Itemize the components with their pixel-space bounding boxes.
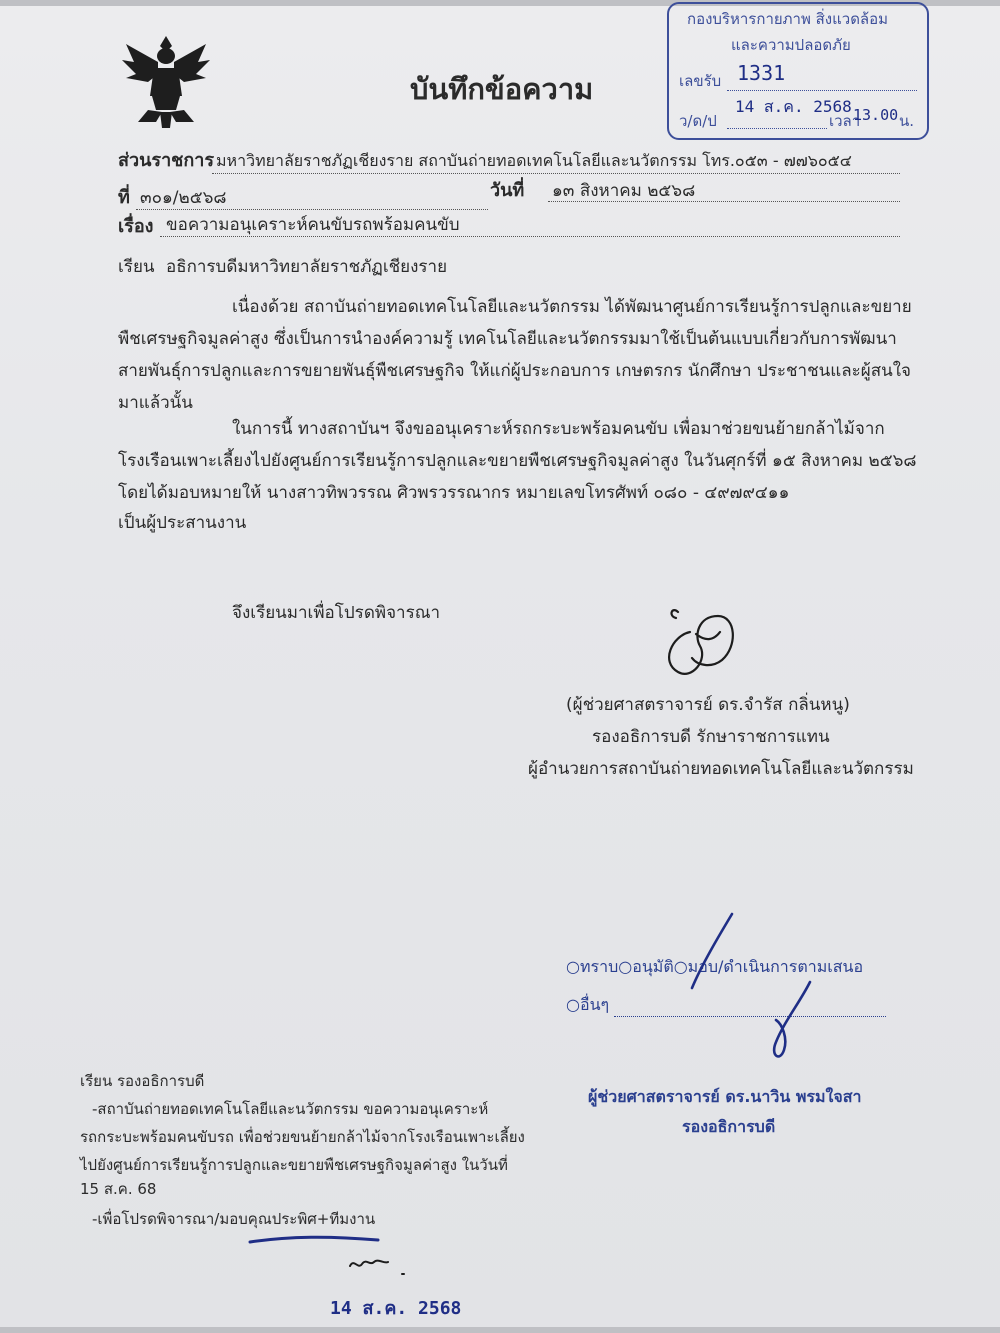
stamp-receive-no: 1331 xyxy=(737,61,786,85)
body-p1-line1: เนื่องด้วย สถาบันถ่ายทอดเทคโนโลยีและนวัตกรรม ได้พัฒนาศูนย์การเรียนรู้การปลูกและขยาย xyxy=(232,297,912,317)
stamp-line2: และความปลอดภัย xyxy=(731,36,851,54)
agency-value: มหาวิทยาลัยราชภัฏเชียงราย สถาบันถ่ายทอดเทคโนโลยีและนวัตกรรม โทร.๐๕๓ - ๗๗๖๐๕๔ xyxy=(216,151,852,170)
body-p2-line3: โดยได้มอบหมายให้ นางสาวทิพวรรณ ศิวพรวรรณากร หมายเลขโทรศัพท์ ๐๘๐ - ๔๙๗๙๔๑๑ xyxy=(118,483,790,503)
stamp-date-label: ว/ด/ป xyxy=(679,112,717,130)
subject-label: เรื่อง xyxy=(118,216,154,237)
note-line5: -เพื่อโปรดพิจารณา/มอบคุณประพิศ+ทีมงาน xyxy=(92,1210,376,1228)
subject-line xyxy=(160,236,900,237)
action-other xyxy=(566,994,609,1016)
signer-name: (ผู้ช่วยศาสตราจารย์ ดร.จำรัส กลิ่นหนู) xyxy=(566,695,850,715)
option-other-label: อื่นๆ xyxy=(579,995,610,1014)
signer-position2: ผู้อำนวยการสถาบันถ่ายทอดเทคโนโลยีและนวัตกรรม xyxy=(528,759,914,779)
option-assign-label: มอบ/ดำเนินการตามเสนอ xyxy=(687,957,864,976)
option-ack-label: ทราบ xyxy=(579,957,619,976)
body-p1-line4: มาแล้วนั้น xyxy=(118,393,193,413)
option-ack-radio: ○ xyxy=(566,957,580,976)
ref-line xyxy=(136,209,488,210)
signature-2 xyxy=(670,906,840,1066)
to-label: เรียน xyxy=(118,257,155,277)
body-p2-line4: เป็นผู้ประสานงาน xyxy=(118,513,247,533)
approver-position: รองอธิการบดี xyxy=(682,1117,776,1136)
ref-label: ที่ xyxy=(118,187,130,208)
signer-position1: รองอธิการบดี รักษาราชการแทน xyxy=(592,727,830,747)
date-line xyxy=(548,201,900,202)
stamp-receive-line xyxy=(727,90,917,91)
page-edge-bottom xyxy=(0,1327,1000,1333)
agency-label: ส่วนราชการ xyxy=(118,150,215,171)
body-p1-line2: พืชเศรษฐกิจมูลค่าสูง ซึ่งเป็นการนำองค์ความรู้ เทคโนโลยีและนวัตกรรมมาใช้เป็นต้นแบบเกี่ยวกับการพัฒนา xyxy=(118,329,897,349)
stamp-date-value: 14 ส.ค. 2568 xyxy=(735,97,852,116)
stamp-time-unit: น. xyxy=(899,112,915,130)
closing-text: จึงเรียนมาเพื่อโปรดพิจารณา xyxy=(232,603,441,623)
option-other-radio: ○ xyxy=(566,995,580,1014)
note-date: 14 ส.ค. 2568 xyxy=(330,1298,462,1319)
subject-value: ขอความอนุเคราะห์คนขับรถพร้อมคนขับ xyxy=(166,215,460,235)
note-to: เรียน รองอธิการบดี xyxy=(80,1072,205,1090)
note-line4: 15 ส.ค. 68 xyxy=(80,1180,157,1198)
body-p1-line3: สายพันธุ์การปลูกและการขยายพันธุ์พืชเศรษฐกิจ ให้แก่ผู้ประกอบการ เกษตรกร นักศึกษา ประชาชนและผู้สนใจ xyxy=(118,361,911,381)
document-title: บันทึกข้อความ xyxy=(410,72,594,106)
stamp-time-value: 13.00 xyxy=(853,106,899,124)
garuda-emblem xyxy=(118,32,214,132)
option-assign-radio: ○ xyxy=(673,957,688,976)
option-approve-radio: ○ xyxy=(618,957,633,976)
note-line1: -สถาบันถ่ายทอดเทคโนโลยีและนวัตกรรม ขอความอนุเคราะห์ xyxy=(92,1100,489,1118)
stamp-receive-label: เลขรับ xyxy=(679,72,722,90)
body-p2-line1: ในการนี้ ทางสถาบันฯ จึงขออนุเคราะห์รถกระบะพร้อมคนขับ เพื่อมาช่วยขนย้ายกล้าไม้จาก xyxy=(232,419,885,439)
date-label: วันที่ xyxy=(490,180,525,201)
stamp-line1: กองบริหารกายภาพ สิ่งแวดล้อม xyxy=(687,10,889,28)
agency-line xyxy=(212,173,900,174)
date-value: ๑๓ สิงหาคม ๒๕๖๘ xyxy=(552,181,696,201)
body-p2-line2: โรงเรือนเพาะเลี้ยงไปยังศูนย์การเรียนรู้การปลูกและขยายพืชเศรษฐกิจมูลค่าสูง ในวันศุกร์ที่ ๑๕ สิงหาคม ๒๕๖๘ xyxy=(118,451,917,471)
approver-name: ผู้ช่วยศาสตราจารย์ ดร.นาวิน พรมใจสา xyxy=(588,1087,862,1106)
stamp-date-line xyxy=(727,128,827,129)
option-approve-label: อนุมัติ xyxy=(632,957,674,976)
stamp-time-label: เวลา xyxy=(829,112,861,130)
note-line2: รถกระบะพร้อมคนขับรถ เพื่อช่วยขนย้ายกล้าไม้จากโรงเรือนเพาะเลี้ยง xyxy=(80,1128,525,1146)
ref-value: ๓๐๑/๒๕๖๘ xyxy=(140,188,227,208)
note-line3: ไปยังศูนย์การเรียนรู้การปลูกและขยายพืชเศรษฐกิจมูลค่าสูง ในวันที่ xyxy=(80,1156,508,1174)
signature-1 xyxy=(650,598,760,693)
note-signature xyxy=(246,1230,426,1280)
receipt-stamp xyxy=(667,2,929,140)
to-value: อธิการบดีมหาวิทยาลัยราชภัฏเชียงราย xyxy=(166,257,448,277)
